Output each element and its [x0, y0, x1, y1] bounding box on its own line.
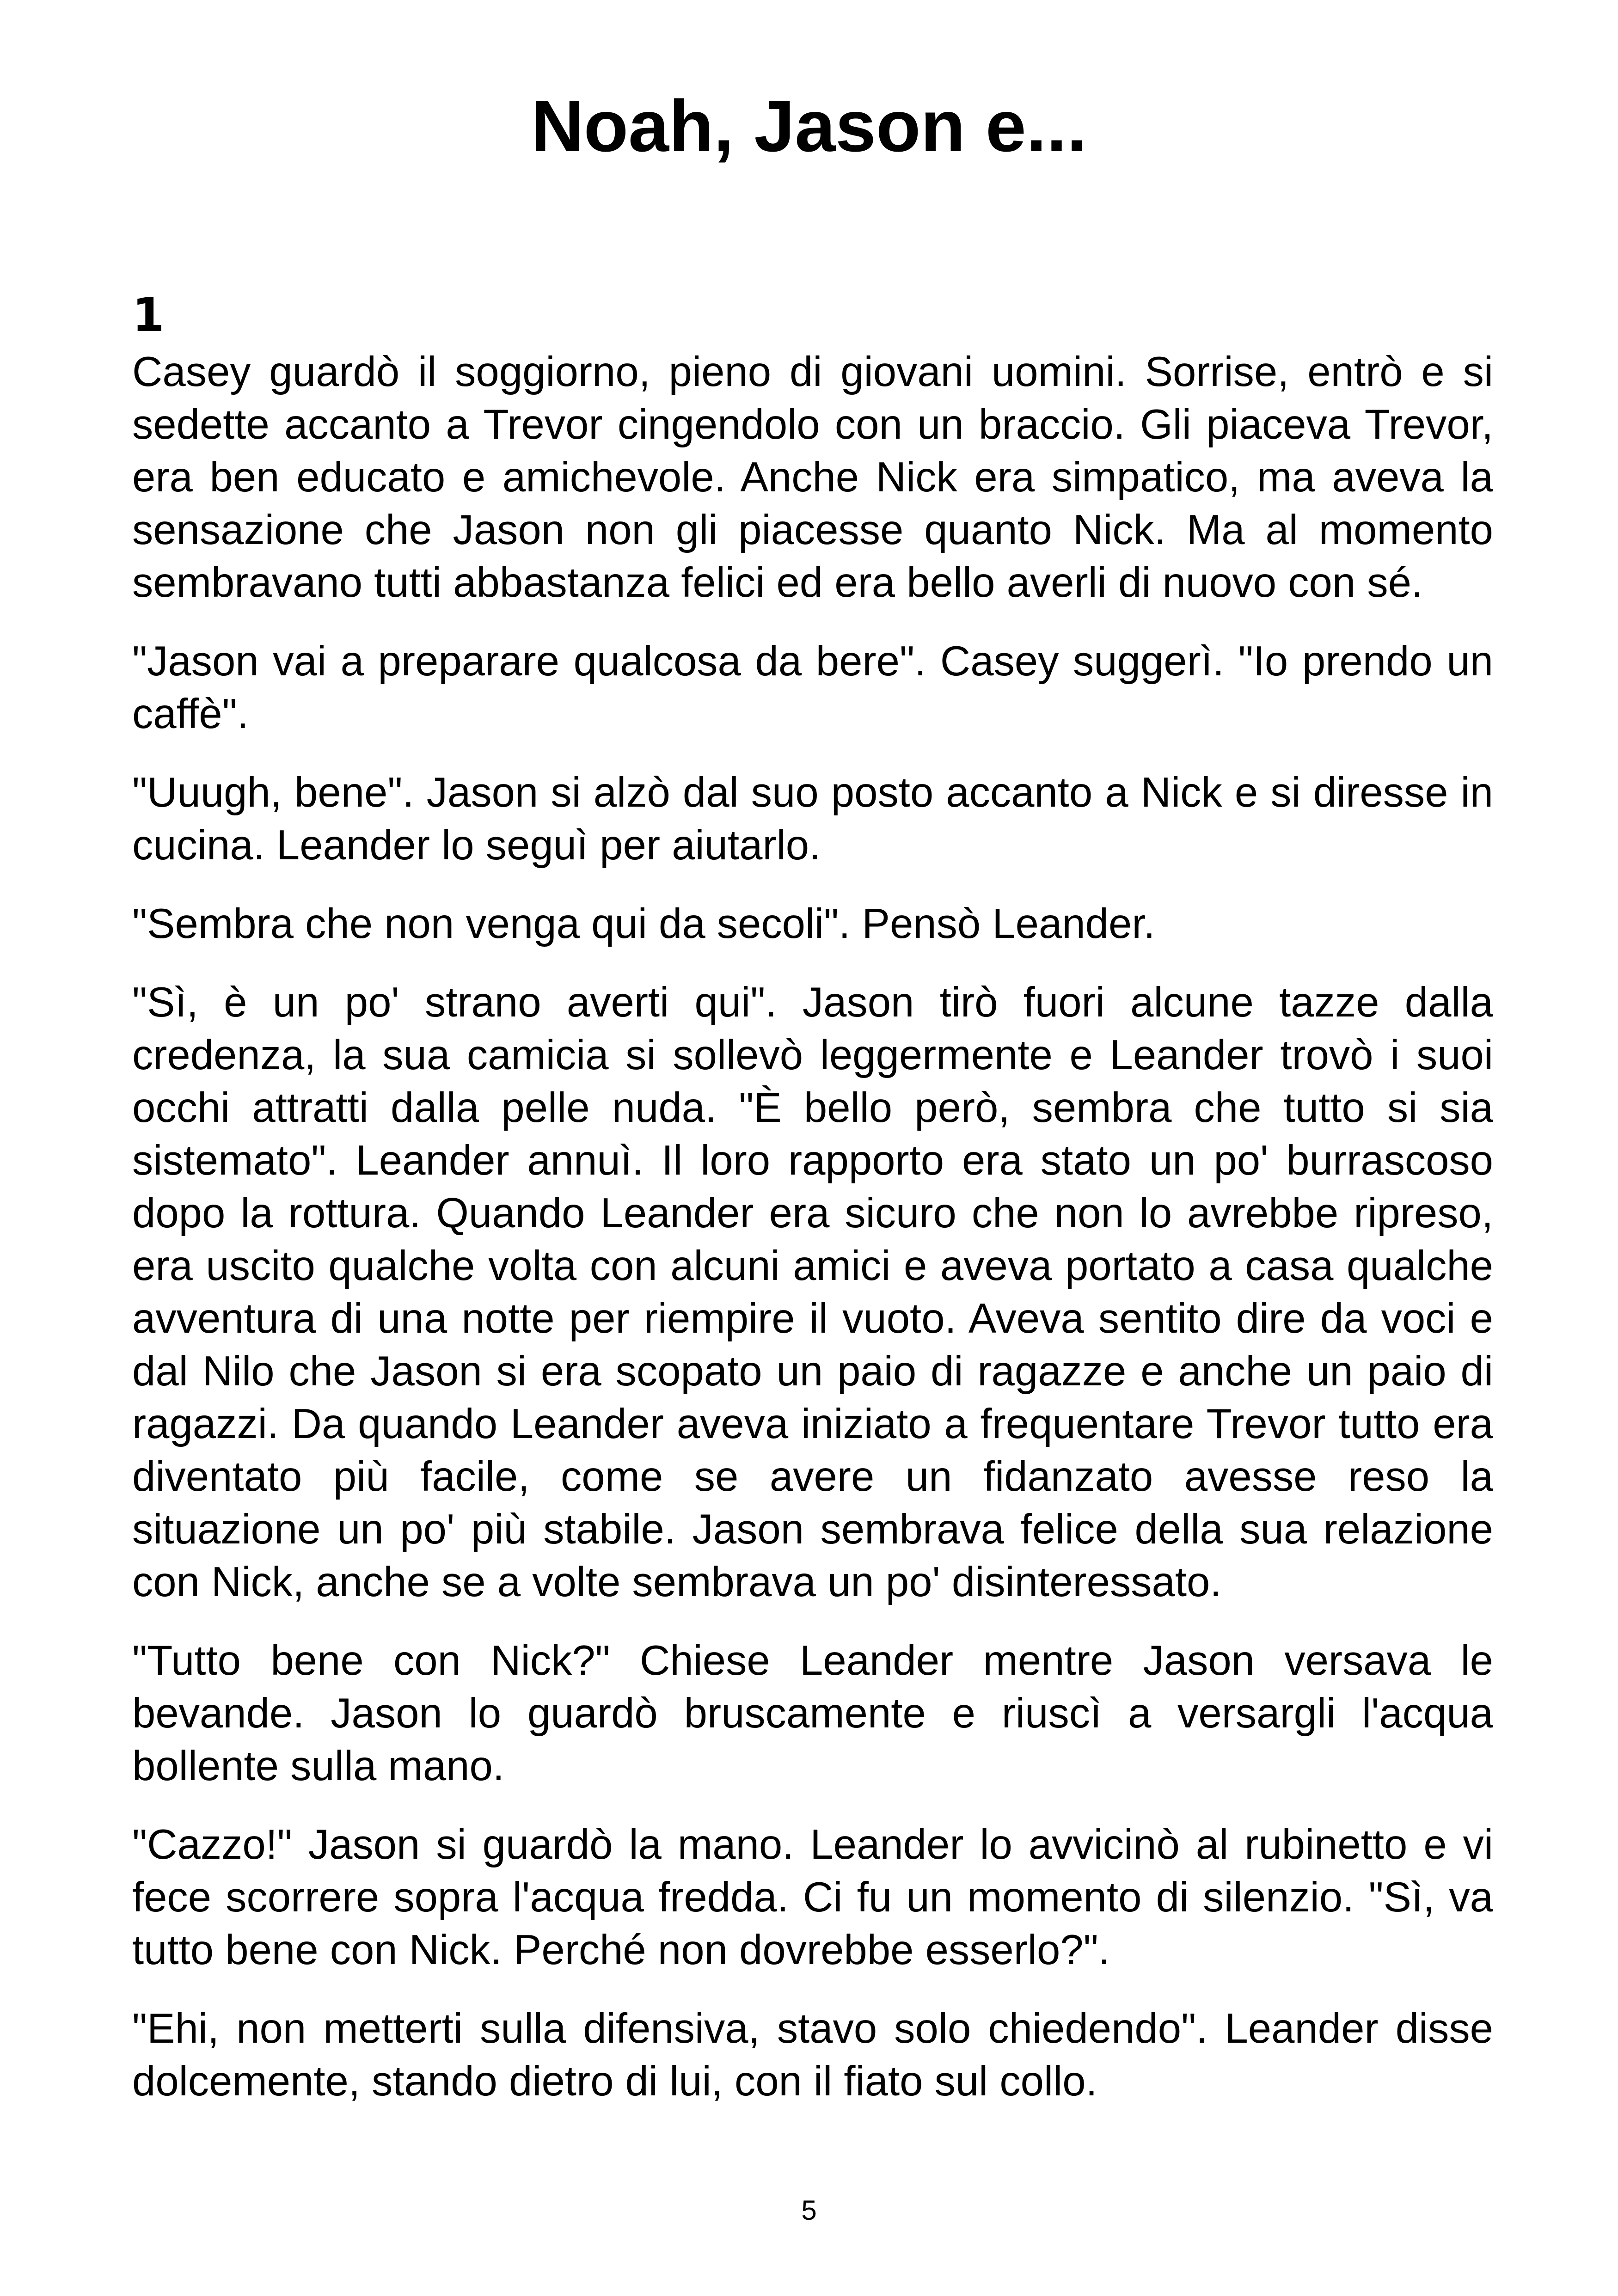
page-number: 5: [801, 2195, 817, 2226]
paragraph: "Sì, è un po' strano averti qui". Jason tirò fuori alcune tazze dalla credenza, la sua camicia si sollevò leggermente e Leander trovò i suoi occhi attratti dalla pelle nuda. "È bello però, sembra che tutto si sia sistemato". Leander annuì. Il loro rapporto era stato un po' burrascoso dopo la rottura. Quando Leander era sicuro che non lo avrebbe ripreso, era uscito qualche volta con alcuni amici e aveva portato a casa qualche avventura di una notte per riempire il vuoto. Aveva sentito dire da voci e dal Nilo che Jason si era scopato un paio di ragazze e anche un paio di ragazzi. Da quando Leander aveva iniziato a frequentare Trevor tutto era diventato più facile, come se avere un fidanzato avesse reso la situazione un po' più stabile. Jason sembrava felice della sua relazione con Nick, anche se a volte sembrava un po' disinteressato.: [132, 979, 1493, 1605]
paragraph: Casey guardò il soggiorno, pieno di giovani uomini. Sorrise, entrò e si sedette accanto a Trevor cingendolo con un braccio. Gli piaceva Trevor, era ben educato e amichevole. Anche Nick era simpatico, ma aveva la sensazione che Jason non gli piacesse quanto Nick. Ma al momento sembravano tutti abbastanza felici ed era bello averli di nuovo con sé.: [132, 349, 1493, 606]
paragraph: "Ehi, non metterti sulla difensiva, stavo solo chiedendo". Leander disse dolcemente, stando dietro di lui, con il fiato sul collo.: [132, 2005, 1493, 2105]
paragraph: "Uuugh, bene". Jason si alzò dal suo posto accanto a Nick e si diresse in cucina. Leander lo seguì per aiutarlo.: [132, 769, 1493, 869]
paragraph: "Tutto bene con Nick?" Chiese Leander mentre Jason versava le bevande. Jason lo guardò bruscamente e riuscì a versargli l'acqua bollente sulla mano.: [132, 1637, 1493, 1789]
paragraph: "Jason vai a preparare qualcosa da bere". Casey suggerì. "Io prendo un caffè".: [132, 638, 1493, 737]
chapter-number: 1: [132, 288, 165, 342]
page-title: Noah, Jason e...: [531, 86, 1087, 167]
chapter-body: [132, 346, 1493, 2134]
paragraph: "Sembra che non venga qui da secoli". Pensò Leander.: [132, 900, 1155, 947]
paragraph: "Cazzo!" Jason si guardò la mano. Leander lo avvicinò al rubinetto e vi fece scorrere sopra l'acqua fredda. Ci fu un momento di silenzio. "Sì, va tutto bene con Nick. Perché non dovrebbe esserlo?".: [132, 1821, 1493, 1973]
